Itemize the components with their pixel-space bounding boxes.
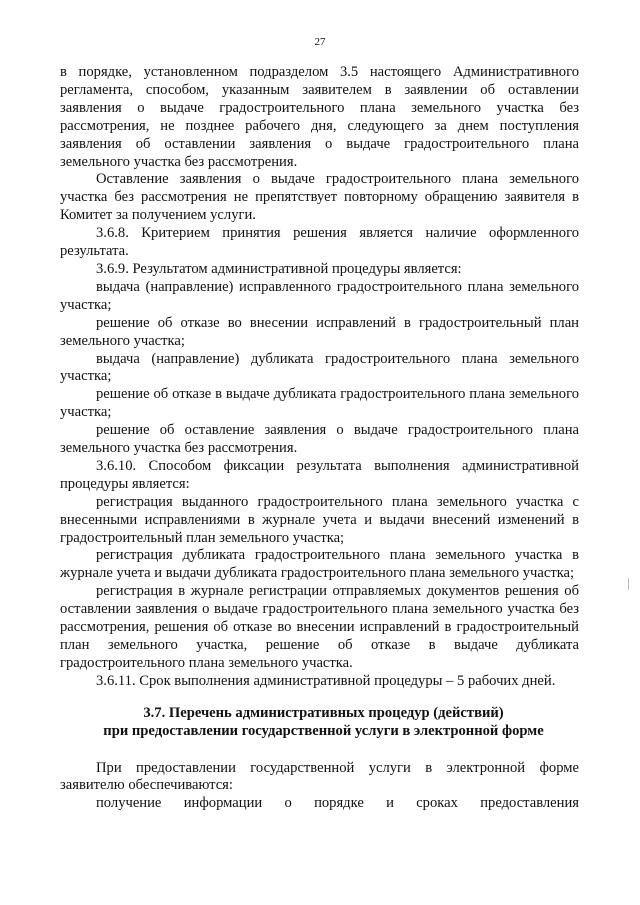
result-item-refusal-duplicate: решение об отказе в выдаче дубликата градостроительного плана земельного участка; [60,386,579,421]
scan-artifact-mark [628,578,629,590]
paragraph-notification-method: в порядке, установленном подразделом 3.5 настоящего Административного регламента, способом, указанным заявителем в заявлении об оставлении заявления о выдаче градостроительного плана земельного участка без рассмотрения, не позднее рабочего дня, следующего за днем поступления заявления об оставлении заявления о выдаче градостроительного плана земельного участка без рассмотрения. [60,64,579,170]
fixation-item-duplicate: регистрация дубликата градостроительного плана земельного участка в журнале учета и выдачи дубликата градостроительного плана земельного участка; [60,547,579,582]
section-heading-line-2: при предоставлении государственной услуги в электронной форме [103,722,544,739]
result-item-corrected-plan: выдача (направление) исправленного градостроительного плана земельного участка; [60,278,579,313]
section-heading-line-1: 3.7. Перечень административных процедур (действий) [143,704,504,721]
paragraph-3-6-10: 3.6.10. Способом фиксации результата выполнения административной процедуры является: [60,457,579,492]
paragraph-no-obstacle: Оставление заявления о выдаче градостроительного плана земельного участка без рассмотрения не препятствует повторному обращению заявителя в Комитет за получением услуги. [60,171,579,224]
result-item-duplicate: выдача (направление) дубликата градостроительного плана земельного участка; [60,350,579,385]
paragraph-electronic-form: При предоставлении государственной услуги в электронной форме заявителю обеспечиваются: [60,759,579,794]
page-body [60,64,579,813]
fixation-item-corrected-plan: регистрация выданного градостроительного плана земельного участка с внесенными исправлениями в журнале учета и выдачи внесений изменений в градостроительный план земельного участка; [60,493,579,546]
paragraph-3-6-9: 3.6.9. Результатом административной процедуры является: [96,260,462,277]
page-number: 27 [314,36,326,48]
paragraph-3-6-8: 3.6.8. Критерием принятия решения является наличие оформленного результата. [60,225,579,260]
fixation-item-journal: регистрация в журнале регистрации отправляемых документов решения об оставлении заявления о выдаче градостроительного плана земельного участка без рассмотрения, решения об отказе во внесении исправлений в градостроительный план земельного участка, решение об отказе в выдаче дубликата градостроительного плана земельного участка. [60,583,579,671]
result-item-refusal-corrections: решение об отказе во внесении исправлений в градостроительный план земельного участка; [60,314,579,349]
paragraph-3-6-11: 3.6.11. Срок выполнения административной процедуры – 5 рабочих дней. [96,672,556,689]
paragraph-obtaining-info: получение информации о порядке и сроках предоставления [96,795,579,812]
result-item-leave-without-review: решение об оставление заявления о выдаче градостроительного плана земельного участка без рассмотрения. [60,422,579,457]
